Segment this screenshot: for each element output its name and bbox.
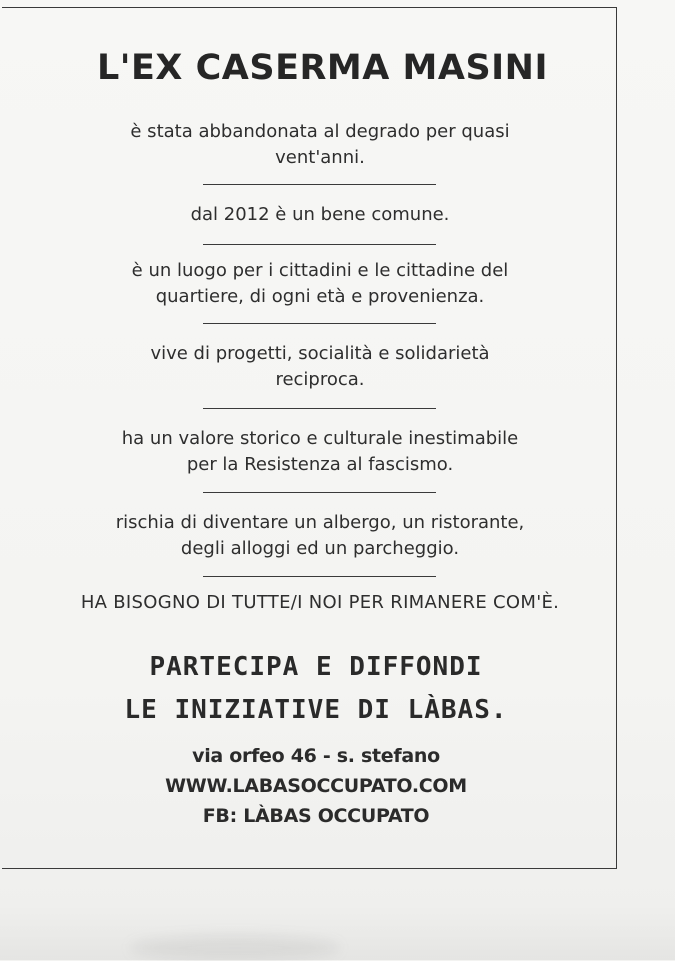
statement-common-good bbox=[60, 202, 580, 228]
divider bbox=[203, 323, 436, 324]
contact-facebook: FB: LÀBAS OCCUPATO bbox=[202, 805, 430, 827]
need-statement: HA BISOGNO DI TUTTE/I NOI PER RIMANERE COM'È. bbox=[80, 592, 560, 613]
statement-line: rischia di diventare un albergo, un ristorante, bbox=[115, 512, 525, 533]
statement-line: è un luogo per i cittadini e le cittadine del bbox=[131, 260, 509, 281]
call-to-action-line: PARTECIPA E DIFFONDI bbox=[149, 652, 483, 682]
paper-fold-shadow bbox=[0, 905, 675, 960]
statement-place-for-citizens bbox=[60, 258, 580, 310]
statement-line: è stata abbandonata al degrado per quasi bbox=[130, 121, 510, 142]
contact-address: via orfeo 46 - s. stefano bbox=[192, 745, 440, 767]
divider bbox=[203, 576, 436, 577]
statement-line: dal 2012 è un bene comune. bbox=[190, 204, 450, 225]
statement-line: ha un valore storico e culturale inestimabile bbox=[121, 428, 519, 449]
statement-historic-value bbox=[60, 426, 580, 478]
statement-line: per la Resistenza al fascismo. bbox=[186, 454, 454, 475]
call-to-action-line: LE INIZIATIVE DI LÀBAS. bbox=[124, 695, 508, 725]
statement-line: quartiere, di ogni età e provenienza. bbox=[155, 286, 485, 307]
statement-risk bbox=[60, 510, 580, 562]
divider bbox=[203, 184, 436, 185]
statement-line: vive di progetti, socialità e solidarietà bbox=[150, 343, 490, 364]
divider bbox=[203, 492, 436, 493]
statement-line: degli alloggi ed un parcheggio. bbox=[180, 538, 460, 559]
divider bbox=[203, 244, 436, 245]
flyer-title: L'EX CASERMA MASINI bbox=[97, 48, 548, 88]
statement-projects bbox=[60, 341, 580, 393]
statement-line: vent'anni. bbox=[275, 147, 365, 168]
divider bbox=[203, 408, 436, 409]
statement-abandoned bbox=[60, 119, 580, 171]
contact-website: WWW.LABASOCCUPATO.COM bbox=[165, 775, 467, 797]
statement-line: reciproca. bbox=[275, 369, 365, 390]
